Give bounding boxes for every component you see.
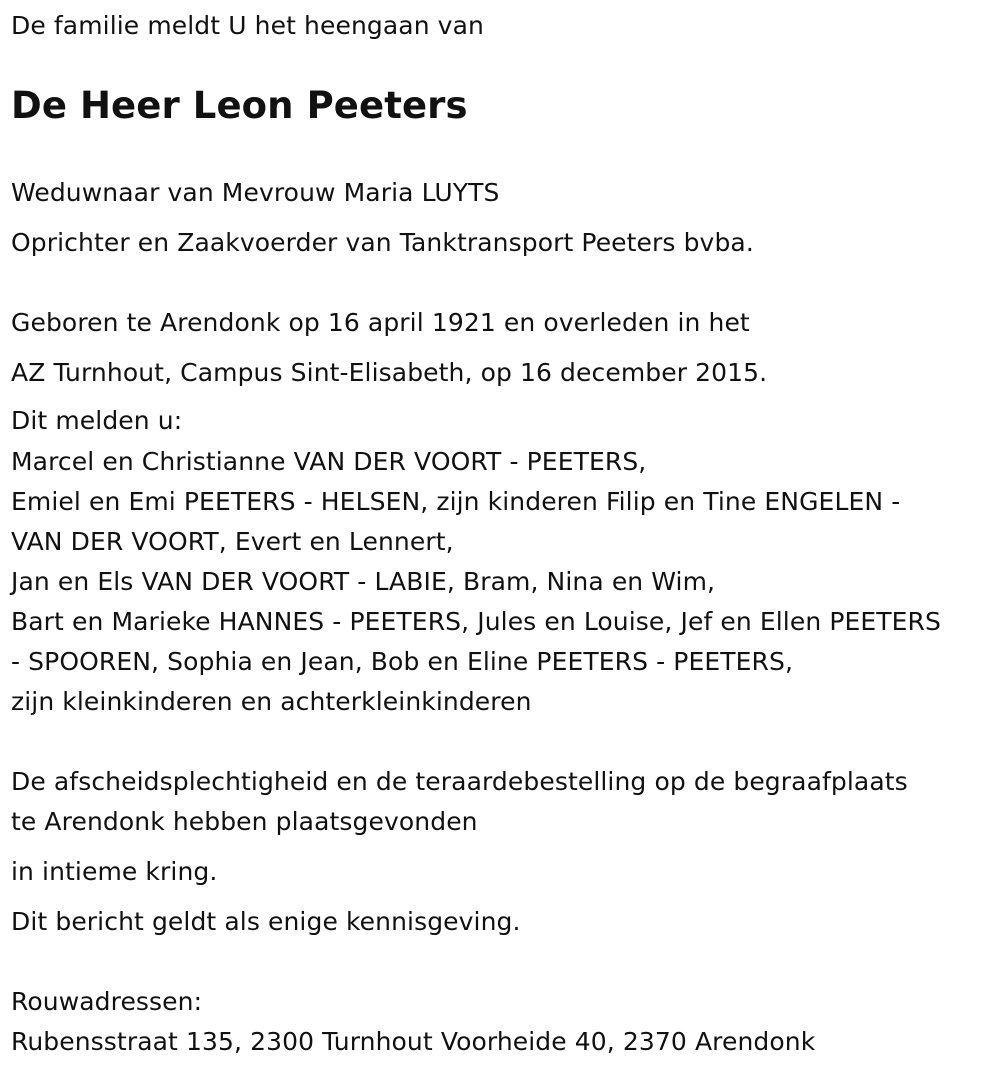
family-line: Jan en Els VAN DER VOORT - LABIE, Bram, Nina en Wim, (11, 567, 716, 596)
ceremony-line-3: in intieme kring. (11, 857, 218, 886)
ceremony-line-1: De afscheidsplechtigheid en de teraardebestelling op de begraafplaats (11, 767, 908, 796)
announced-by-label: Dit melden u: (11, 406, 183, 435)
closing-line: Dit bericht geldt als enige kennisgeving. (11, 907, 521, 936)
addresses-label: Rouwadressen: (11, 987, 203, 1016)
widower-line: Weduwnaar van Mevrouw Maria LUYTS (11, 178, 500, 207)
family-line: Emiel en Emi PEETERS - HELSEN, zijn kinderen Filip en Tine ENGELEN - (11, 487, 901, 516)
intro-text: De familie meldt U het heengaan van (11, 11, 484, 40)
ceremony-line-2: te Arendonk hebben plaatsgevonden (11, 807, 478, 836)
addresses-line: Rubensstraat 135, 2300 Turnhout Voorheide 40, 2370 Arendonk (11, 1027, 816, 1056)
founder-line: Oprichter en Zaakvoerder van Tanktransport Peeters bvba. (11, 228, 754, 257)
family-line: VAN DER VOORT, Evert en Lennert, (11, 527, 454, 556)
family-line: Marcel en Christianne VAN DER VOORT - PEETERS, (11, 447, 647, 476)
birth-death-line-1: Geboren te Arendonk op 16 april 1921 en overleden in het (11, 308, 750, 337)
family-line: - SPOOREN, Sophia en Jean, Bob en Eline PEETERS - PEETERS, (11, 647, 794, 676)
family-line: zijn kleinkinderen en achterkleinkinderen (11, 687, 532, 716)
birth-death-line-2: AZ Turnhout, Campus Sint-Elisabeth, op 16 december 2015. (11, 358, 768, 387)
family-line: Bart en Marieke HANNES - PEETERS, Jules en Louise, Jef en Ellen PEETERS (11, 607, 941, 636)
deceased-name-heading: De Heer Leon Peeters (11, 84, 468, 127)
